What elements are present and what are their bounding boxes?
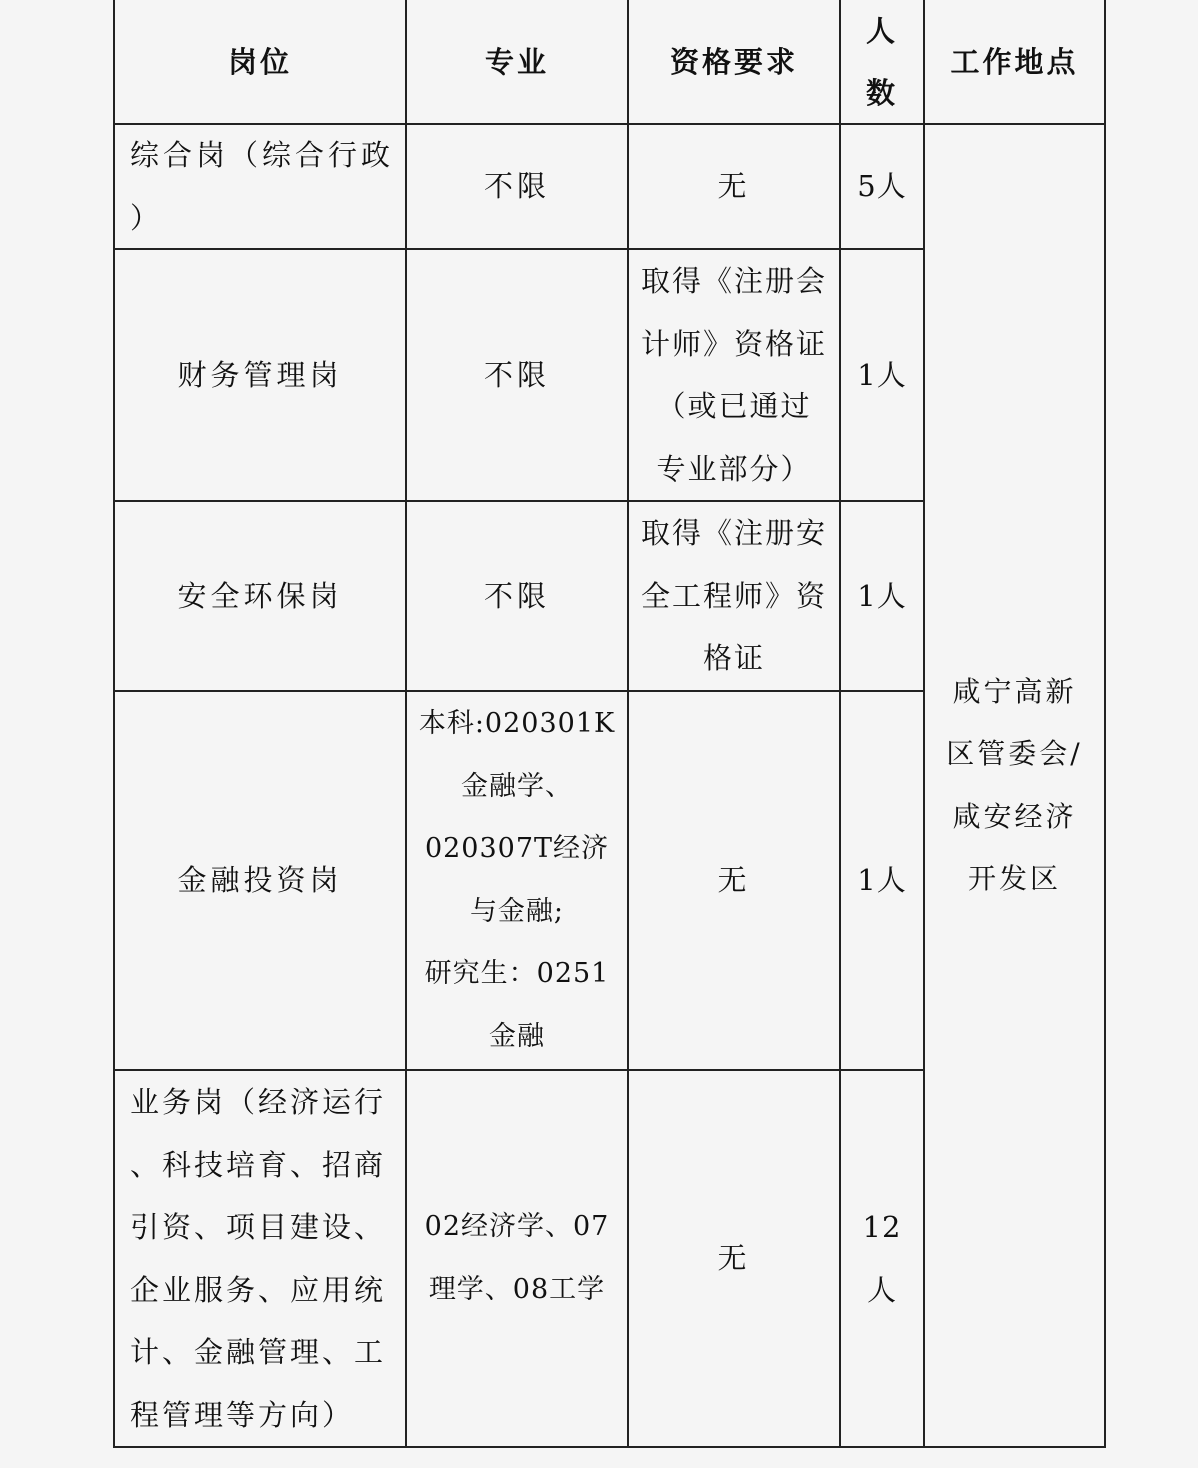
row-1-position: 综合岗（综合行政 ） (130, 138, 395, 235)
row-4-major: 本科:020301K 金融学、 020307T经济 与金融; 研究生：0251 金融 (418, 708, 616, 1052)
row-3-position: 安全环保岗 (177, 578, 343, 613)
row-5-position: 业务岗（经济运行 、科技培育、招商 引资、项目建设、 企业服务、应用统 计、金融管理、工 程管理等方向） (130, 1085, 387, 1432)
row-3-requirement: 取得《注册安 全工程师》资 格证 (640, 516, 827, 676)
row-3-count: 1人 (857, 578, 907, 613)
row-5-major: 02经济学、07 理学、08工学 (424, 1211, 610, 1305)
header-count: 人 数 (865, 14, 898, 110)
row-4-count: 1人 (857, 863, 907, 898)
row-2-position: 财务管理岗 (177, 357, 343, 392)
header-position: 岗位 (227, 45, 292, 79)
row-4-position: 金融投资岗 (177, 863, 343, 898)
row-1-count: 5人 (857, 169, 907, 204)
location-merged: 咸宁高新 区管委会/ 咸安经济 开发区 (946, 674, 1083, 895)
header-major: 专业 (484, 45, 549, 79)
row-1-requirement: 无 (717, 169, 751, 204)
row-2-requirement: 取得《注册会 计师》资格证 （或已通过 专业部分） (640, 264, 827, 486)
header-requirement: 资格要求 (669, 45, 798, 79)
row-4-requirement: 无 (717, 863, 751, 898)
header-location: 工作地点 (950, 45, 1079, 79)
row-2-count: 1人 (857, 357, 907, 392)
row-5-count: 12 人 (862, 1210, 902, 1307)
row-2-major: 不限 (483, 357, 550, 392)
row-1-major: 不限 (483, 169, 550, 204)
row-5-requirement: 无 (717, 1241, 751, 1276)
row-3-major: 不限 (483, 578, 550, 613)
